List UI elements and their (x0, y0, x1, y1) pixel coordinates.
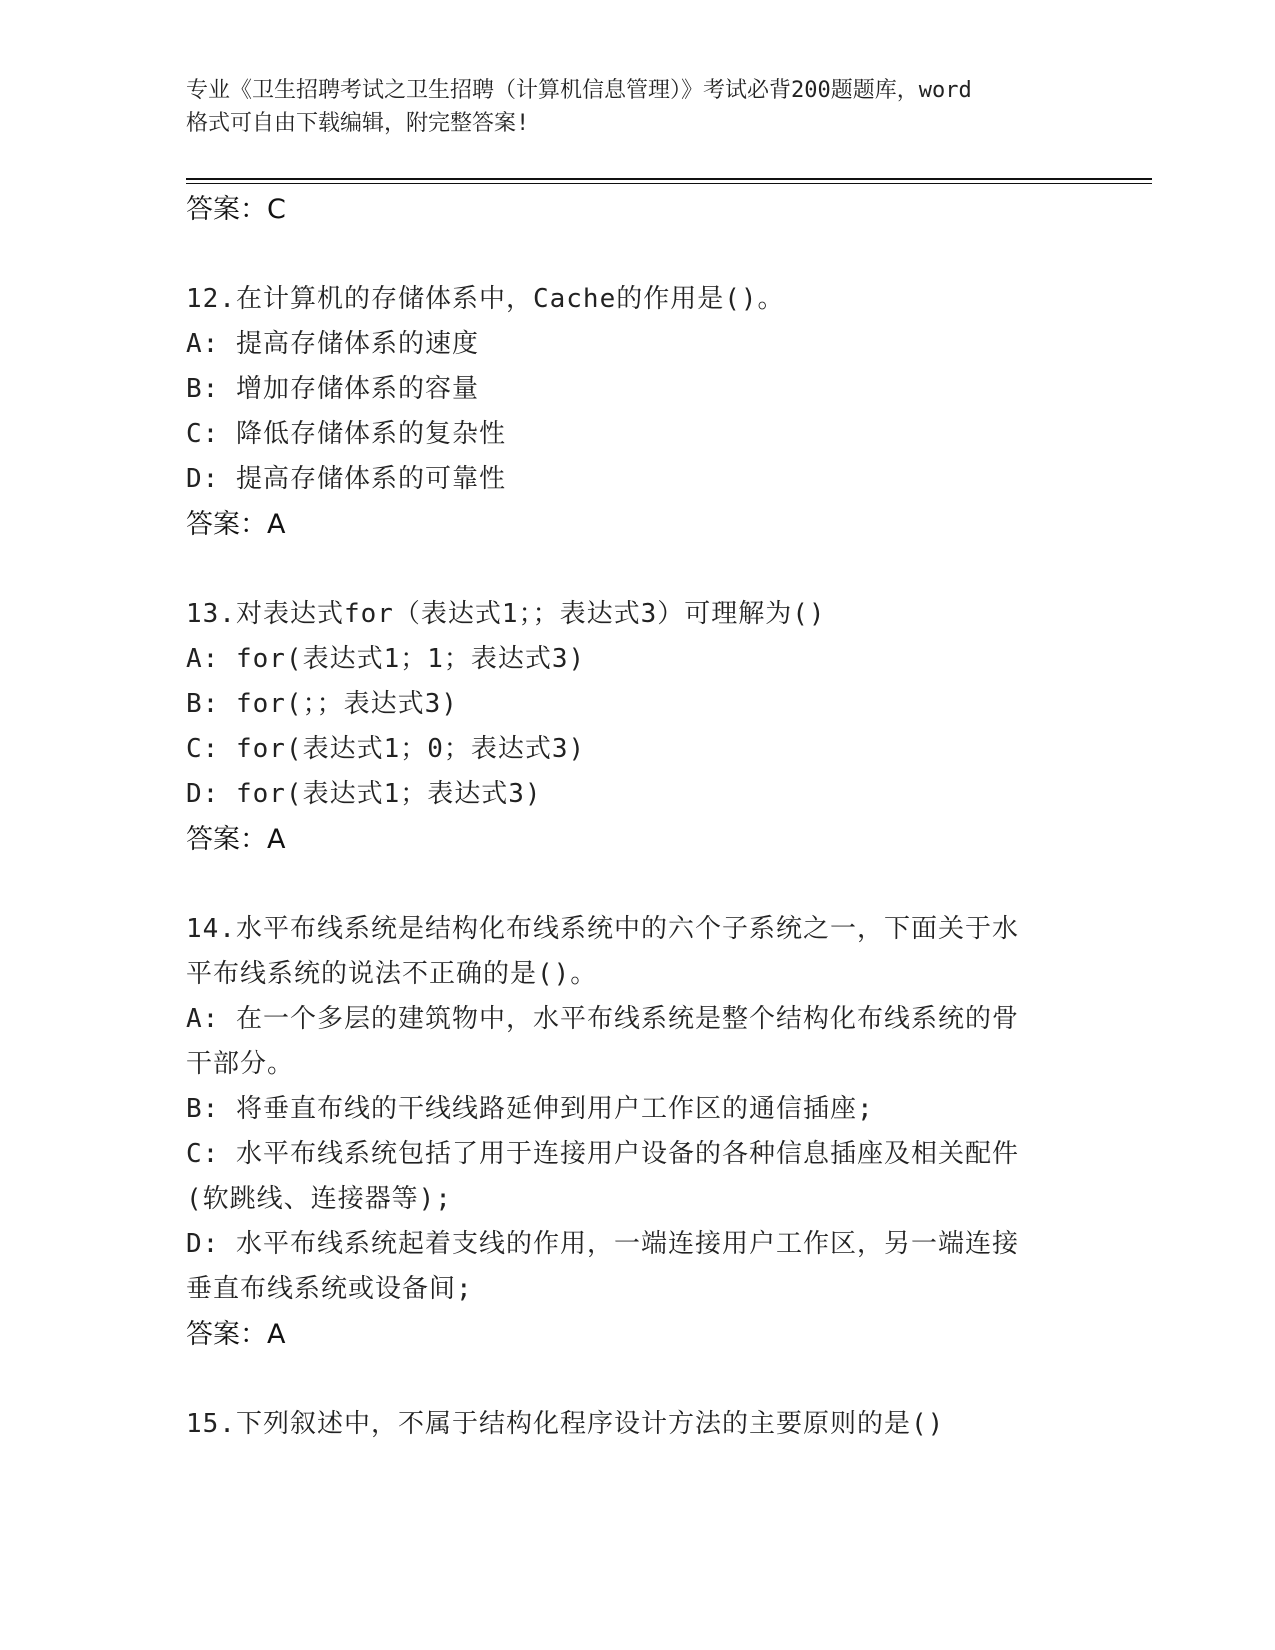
option-c-line-2: (软跳线、连接器等); (186, 1184, 452, 1214)
question-text-line-2: 平布线系统的说法不正确的是()。 (186, 959, 598, 989)
header-rule-thick (186, 178, 1152, 180)
answer: 答案：A (186, 509, 286, 540)
option-c: C: for(表达式1；0；表达式3) (186, 734, 586, 764)
spacer (186, 547, 1086, 592)
question-14 (186, 907, 1086, 1357)
spacer (186, 862, 1086, 907)
document-header (186, 74, 1086, 140)
question-text: 15.下列叙述中，不属于结构化程序设计方法的主要原则的是() (186, 1409, 945, 1439)
question-text: 12.在计算机的存储体系中，Cache的作用是()。 (186, 284, 785, 314)
header-line-1: 专业《卫生招聘考试之卫生招聘（计算机信息管理）》考试必背200题题库，word (186, 78, 972, 103)
document-body (186, 187, 1086, 1447)
previous-answer: 答案：C (186, 194, 286, 225)
header-line-2: 格式可自由下载编辑，附完整答案! (186, 111, 530, 136)
answer: 答案：A (186, 824, 286, 855)
spacer (186, 1357, 1086, 1402)
spacer (186, 232, 1086, 277)
question-12 (186, 277, 1086, 547)
option-d-line-2: 垂直布线系统或设备间; (186, 1274, 473, 1304)
option-b: B: for(；；表达式3) (186, 689, 458, 719)
option-c-line-1: C: 水平布线系统包括了用于连接用户设备的各种信息插座及相关配件 (186, 1139, 1019, 1169)
answer: 答案：A (186, 1319, 286, 1350)
option-c: C: 降低存储体系的复杂性 (186, 419, 506, 449)
option-d: D: 提高存储体系的可靠性 (186, 464, 506, 494)
option-b: B: 增加存储体系的容量 (186, 374, 479, 404)
question-13 (186, 592, 1086, 862)
option-a: A: for(表达式1；1；表达式3) (186, 644, 586, 674)
option-a-line-2: 干部分。 (186, 1049, 295, 1079)
option-b: B: 将垂直布线的干线线路延伸到用户工作区的通信插座; (186, 1094, 874, 1124)
option-d-line-1: D: 水平布线系统起着支线的作用，一端连接用户工作区，另一端连接 (186, 1229, 1019, 1259)
option-a-line-1: A: 在一个多层的建筑物中，水平布线系统是整个结构化布线系统的骨 (186, 1004, 1019, 1034)
question-text-line-1: 14.水平布线系统是结构化布线系统中的六个子系统之一，下面关于水 (186, 914, 1019, 944)
question-15 (186, 1402, 1086, 1447)
option-a: A: 提高存储体系的速度 (186, 329, 479, 359)
option-d: D: for(表达式1；表达式3) (186, 779, 542, 809)
header-rule-thin (186, 183, 1152, 184)
question-text: 13.对表达式for（表达式1；；表达式3）可理解为() (186, 599, 826, 629)
